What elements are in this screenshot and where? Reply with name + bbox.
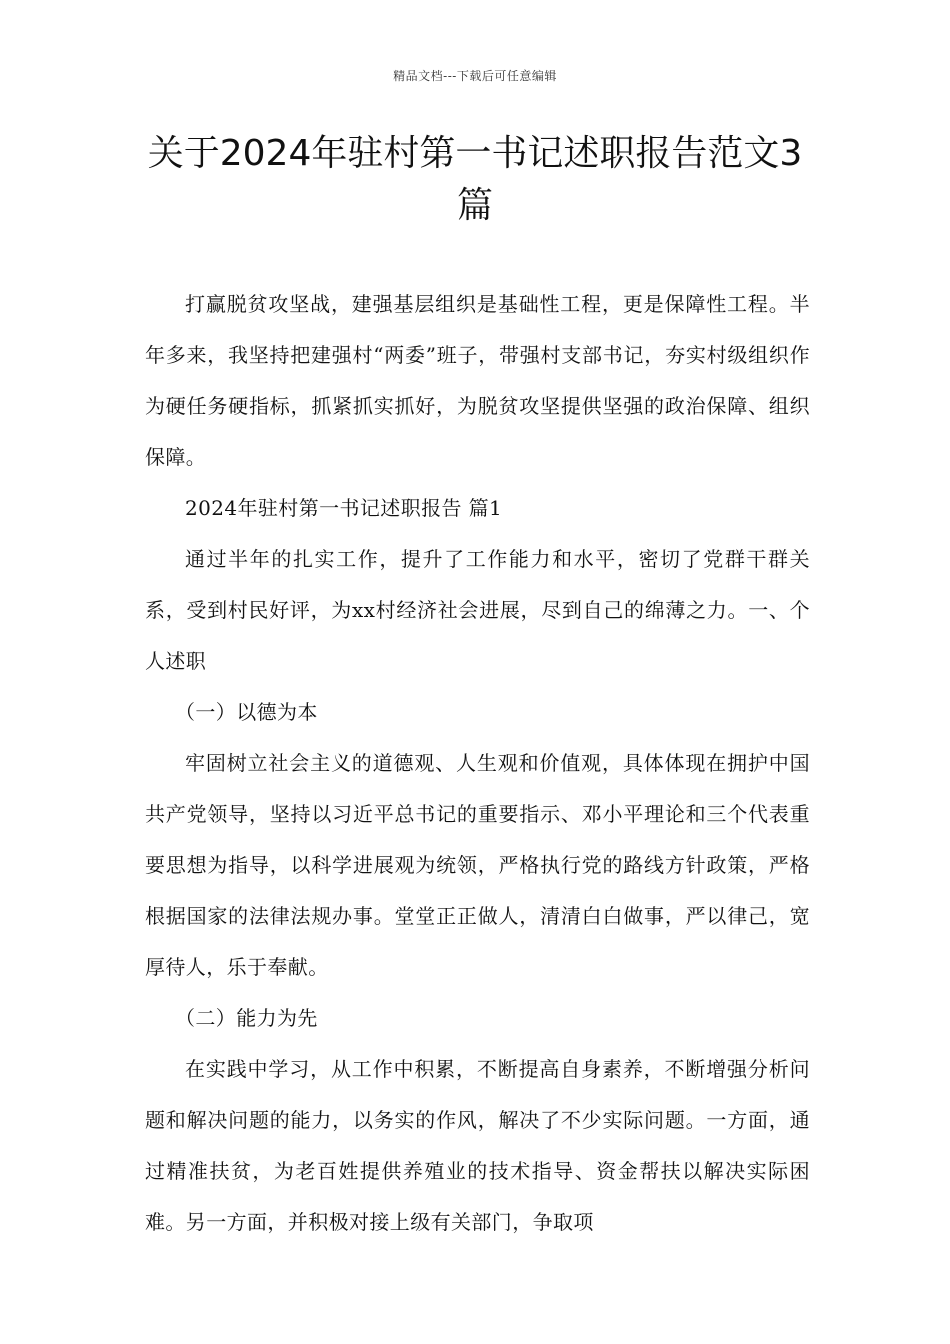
document-title: 关于2024年驻村第一书记述职报告范文3篇: [147, 133, 803, 226]
document-body: [145, 279, 810, 1248]
subheading-2: （二）能力为先: [175, 1006, 318, 1030]
section-heading: 2024年驻村第一书记述职报告 篇1: [185, 496, 503, 520]
header-note: 精品文档---下载后可任意编辑: [393, 69, 557, 83]
subheading-1: （一）以德为本: [175, 700, 318, 724]
intro-paragraph: 打赢脱贫攻坚战，建强基层组织是基础性工程，更是保障性工程。半年多来，我坚持把建强村“两委”班子，带强村支部书记，夯实村级组织作为硬任务硬指标，抓紧抓实抓好，为脱贫攻坚提供坚强的政治保障、组织保障。: [145, 292, 810, 469]
paragraph-1: 通过半年的扎实工作，提升了工作能力和水平，密切了党群干群关系，受到村民好评，为xx村经济社会进展，尽到自己的绵薄之力。一、个人述职: [145, 547, 810, 673]
paragraph-3: 在实践中学习，从工作中积累，不断提高自身素养，不断增强分析问题和解决问题的能力，以务实的作风，解决了不少实际问题。一方面，通过精准扶贫，为老百姓提供养殖业的技术指导、资金帮扶以解决实际困难。另一方面，并积极对接上级有关部门，争取项: [145, 1057, 810, 1234]
paragraph-2: 牢固树立社会主义的道德观、人生观和价值观，具体体现在拥护中国共产党领导，坚持以习近平总书记的重要指示、邓小平理论和三个代表重要思想为指导，以科学进展观为统领，严格执行党的路线方针政策，严格根据国家的法律法规办事。堂堂正正做人，清清白白做事，严以律己，宽厚待人，乐于奉献。: [145, 751, 810, 979]
